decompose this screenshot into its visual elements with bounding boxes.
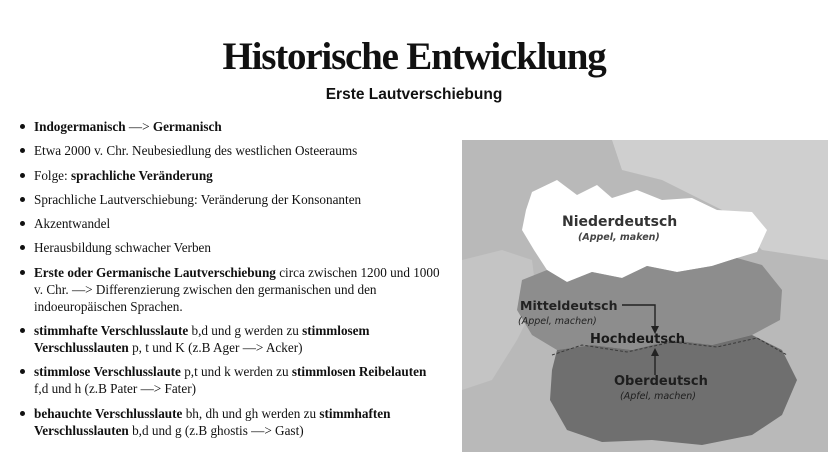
bullet-text: Sprachliche Lautverschiebung: Veränderung der Konsonanten bbox=[34, 191, 362, 207]
bullet-bold: behauchte Verschlusslaute bbox=[34, 405, 183, 421]
bullet-text: Etwa 2000 v. Chr. Neubesiedlung des westlichen Osteeraums bbox=[34, 143, 358, 159]
bullet-text: —> bbox=[125, 119, 153, 134]
bullet-item bbox=[20, 167, 442, 184]
bullet-bold: sprachliche Veränderung bbox=[71, 167, 213, 183]
bullet-item bbox=[20, 191, 442, 208]
bullet-bold: Indogermanisch bbox=[34, 119, 126, 134]
bullet-bold: stimmlosem Verschlusslauten bbox=[34, 323, 370, 356]
label-niederdeutsch: Niederdeutsch bbox=[562, 214, 678, 230]
bullet-bold: stimmlosen Reibelauten bbox=[291, 364, 427, 380]
bullet-dot-icon bbox=[20, 148, 25, 153]
bullet-text: circa zwischen 1200 und 1000 v. Chr. —> Differenzierung zwischen den germanischen und den indoeuropäischen Sprachen. bbox=[34, 264, 440, 314]
bullet-bold: stimmhafte Verschlusslaute bbox=[34, 323, 189, 339]
label-hochdeutsch: Hochdeutsch bbox=[590, 332, 686, 347]
bullet-bold: Erste oder Germanische Lautverschiebung bbox=[34, 264, 276, 280]
bullet-list bbox=[20, 118, 442, 446]
dialect-map-image bbox=[462, 140, 828, 452]
page-title: Historische Entwicklung bbox=[222, 35, 606, 78]
bullet-dot-icon bbox=[20, 270, 25, 275]
bullet-text: f,d und h (z.B Pater —> Fater) bbox=[34, 381, 196, 397]
bullet-text: p,t und k werden zu bbox=[180, 364, 292, 380]
bullet-dot-icon bbox=[20, 411, 25, 416]
bullet-text: b,d und g werden zu bbox=[188, 323, 303, 339]
bullet-dot-icon bbox=[20, 245, 25, 250]
bullet-item bbox=[20, 142, 442, 159]
bullet-text: Akzentwandel bbox=[34, 216, 111, 232]
bullet-item bbox=[20, 405, 442, 439]
label-oberdeutsch: Oberdeutsch bbox=[614, 374, 708, 389]
bullet-item bbox=[20, 239, 442, 256]
bullet-item bbox=[20, 215, 442, 232]
bullet-text: b,d und g (z.B ghostis —> Gast) bbox=[128, 422, 304, 438]
bullet-dot-icon bbox=[20, 369, 25, 374]
dialect-map bbox=[462, 140, 828, 452]
bullet-dot-icon bbox=[20, 328, 25, 333]
label-mitteldeutsch: Mitteldeutsch bbox=[520, 298, 618, 313]
bullet-bold: stimmlose Verschlusslaute bbox=[34, 364, 181, 380]
bullet-item bbox=[20, 363, 442, 397]
bullet-bold: stimmhaften Verschlusslauten bbox=[34, 405, 391, 438]
page-subtitle: Erste Lautverschiebung bbox=[325, 86, 503, 103]
bullet-dot-icon bbox=[20, 197, 25, 202]
bullet-item bbox=[20, 118, 442, 135]
label-niederdeutsch-example: (Appel, maken) bbox=[578, 232, 660, 243]
label-mitteldeutsch-example: (Appel, machen) bbox=[518, 316, 597, 327]
bullet-item bbox=[20, 322, 442, 356]
region-oberdeutsch bbox=[550, 335, 797, 445]
bullet-text: bh, dh und gh werden zu bbox=[182, 405, 320, 421]
bullet-item bbox=[20, 264, 442, 315]
bullet-text: Folge: bbox=[34, 167, 71, 183]
bullet-dot-icon bbox=[20, 173, 25, 178]
bullet-dot-icon bbox=[20, 124, 25, 129]
label-oberdeutsch-example: (Apfel, machen) bbox=[620, 391, 696, 402]
bullet-bold: Germanisch bbox=[152, 119, 222, 134]
bullet-text: Herausbildung schwacher Verben bbox=[34, 240, 211, 256]
bullet-text: p, t und K (z.B Ager —> Acker) bbox=[128, 340, 303, 356]
bullet-dot-icon bbox=[20, 221, 25, 226]
